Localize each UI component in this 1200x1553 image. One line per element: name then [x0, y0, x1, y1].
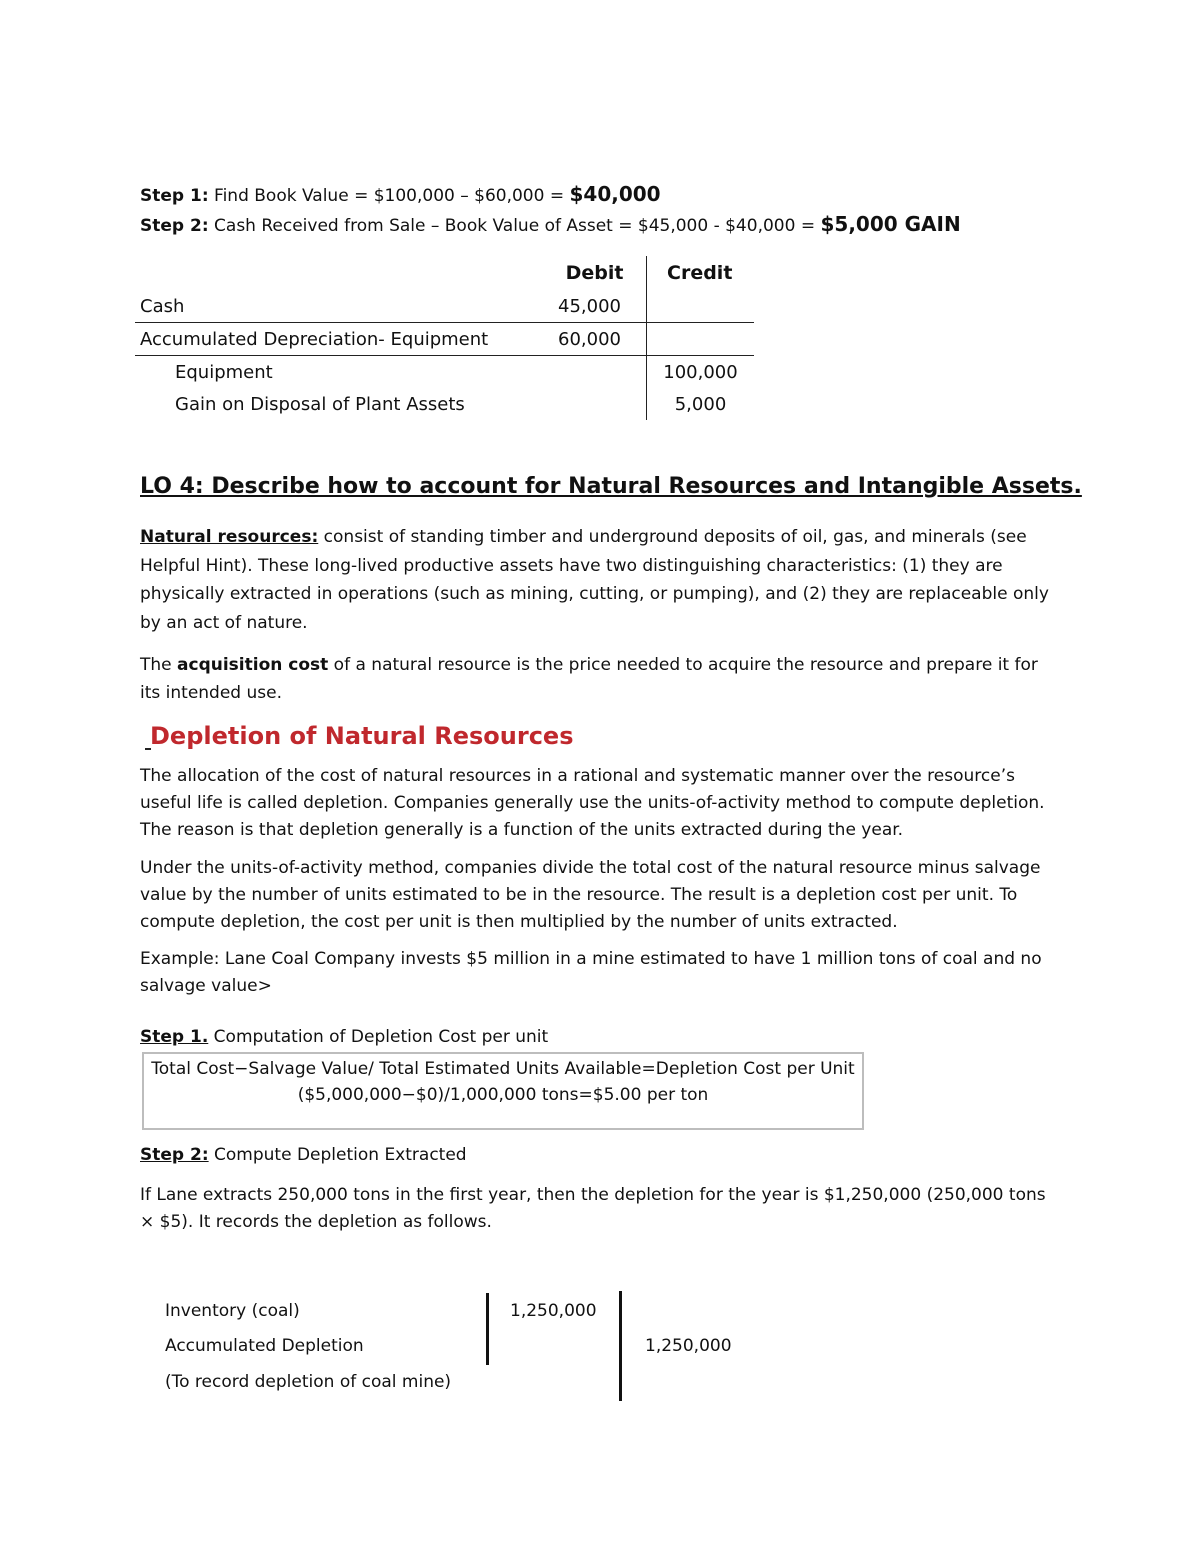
account-name: Gain on Disposal of Plant Assets: [175, 393, 465, 415]
formula-line-1: Total Cost−Salvage Value/ Total Estimated Units Available=Depletion Cost per Unit: [151, 1059, 855, 1079]
journal2-memo: (To record depletion of coal mine): [165, 1372, 452, 1392]
step1-text: Find Book Value = $100,000 – $60,000 =: [214, 186, 565, 206]
table-row: [135, 323, 754, 356]
debit-amount: 45,000: [543, 290, 647, 323]
example-paragraph: Example: Lane Coal Company invests $5 million in a mine estimated to have 1 million tons of coal and no salvage value>: [140, 949, 1042, 996]
step2-block-label: Step 2:: [140, 1145, 209, 1165]
natural-resources-text: consist of standing timber and underground deposits of oil, gas, and minerals (see Helpful Hint). These long-lived productive assets have two distinguishing characteristics: (1) they are physically extracted in operations (such as mining, cutting, or pumping), and (2) they are replaceable only by an act of nature.: [140, 527, 1049, 633]
account-name: Equipment: [175, 361, 273, 383]
credit-amount: [647, 290, 755, 323]
step1-result: $40,000: [569, 182, 661, 206]
credit-amount: [647, 323, 755, 356]
debit-amount: [543, 356, 647, 389]
table-row: [135, 290, 754, 323]
step1-label: Step 1:: [140, 186, 209, 206]
depletion-paragraph-1: The allocation of the cost of natural resources in a rational and systematic manner over the resource’s useful life is called depletion. Companies generally use the units-of-activity method to compute depletion. The reason is that depletion generally is a function of the units extracted during the year.: [140, 766, 1045, 840]
lo4-heading: LO 4: Describe how to account for Natural Resources and Intangible Assets.: [140, 474, 1082, 499]
debit-amount: 60,000: [543, 323, 647, 356]
depletion-paragraph-2: Under the units-of-activity method, companies divide the total cost of the natural resource minus salvage value by the number of units estimated to be in the resource. The result is a depletion cost per unit. To compute depletion, the cost per unit is then multiplied by the number of units extracted.: [140, 858, 1041, 932]
journal2-credit-account: Accumulated Depletion: [165, 1336, 364, 1356]
account-name: Cash: [135, 290, 543, 323]
journal-entry-table: [135, 256, 754, 420]
credit-header: Credit: [667, 262, 733, 284]
depletion-heading: Depletion of Natural Resources: [150, 722, 574, 750]
acquisition-paragraph: The acquisition cost of a natural resource is the price needed to acquire the resource and prepare it for its intended use.: [140, 655, 1038, 703]
debit-amount: [543, 388, 647, 420]
step2-line: [140, 212, 961, 236]
step2-compute-line: Step 2: Compute Depletion Extracted: [140, 1145, 467, 1165]
journal-header-row: [135, 256, 754, 290]
credit-column-divider: [619, 1291, 622, 1401]
debit-header: Debit: [543, 256, 647, 290]
account-name: Accumulated Depreciation- Equipment: [135, 323, 543, 356]
formula-line-2: ($5,000,000−$0)/1,000,000 tons=$5.00 per ton: [297, 1085, 709, 1105]
natural-resources-label: Natural resources:: [140, 527, 319, 547]
journal2-debit-account: Inventory (coal): [165, 1301, 300, 1321]
step2-text: Cash Received from Sale – Book Value of Asset = $45,000 - $40,000 =: [214, 216, 816, 236]
journal2-credit-amount: 1,250,000: [645, 1336, 732, 1356]
step1-block-label: Step 1.: [140, 1027, 209, 1047]
table-row: [135, 356, 754, 389]
step2-label: Step 2:: [140, 216, 209, 236]
acquisition-cost-term: acquisition cost: [177, 655, 329, 675]
extraction-paragraph: If Lane extracts 250,000 tons in the first year, then the depletion for the year is $1,250,000 (250,000 tons × $5). It records the depletion as follows.: [140, 1185, 1046, 1232]
step1-line: [140, 182, 661, 206]
step2-result: $5,000 GAIN: [820, 212, 961, 236]
credit-amount: 5,000: [674, 393, 727, 415]
formula-box: [142, 1052, 864, 1130]
step1-computation-line: Step 1. Computation of Depletion Cost per unit: [140, 1027, 549, 1047]
credit-amount: 100,000: [663, 361, 738, 383]
journal2-debit-amount: 1,250,000: [510, 1301, 597, 1321]
natural-resources-paragraph: [140, 523, 1060, 637]
debit-column-divider: [486, 1293, 489, 1365]
table-row: [135, 388, 754, 420]
